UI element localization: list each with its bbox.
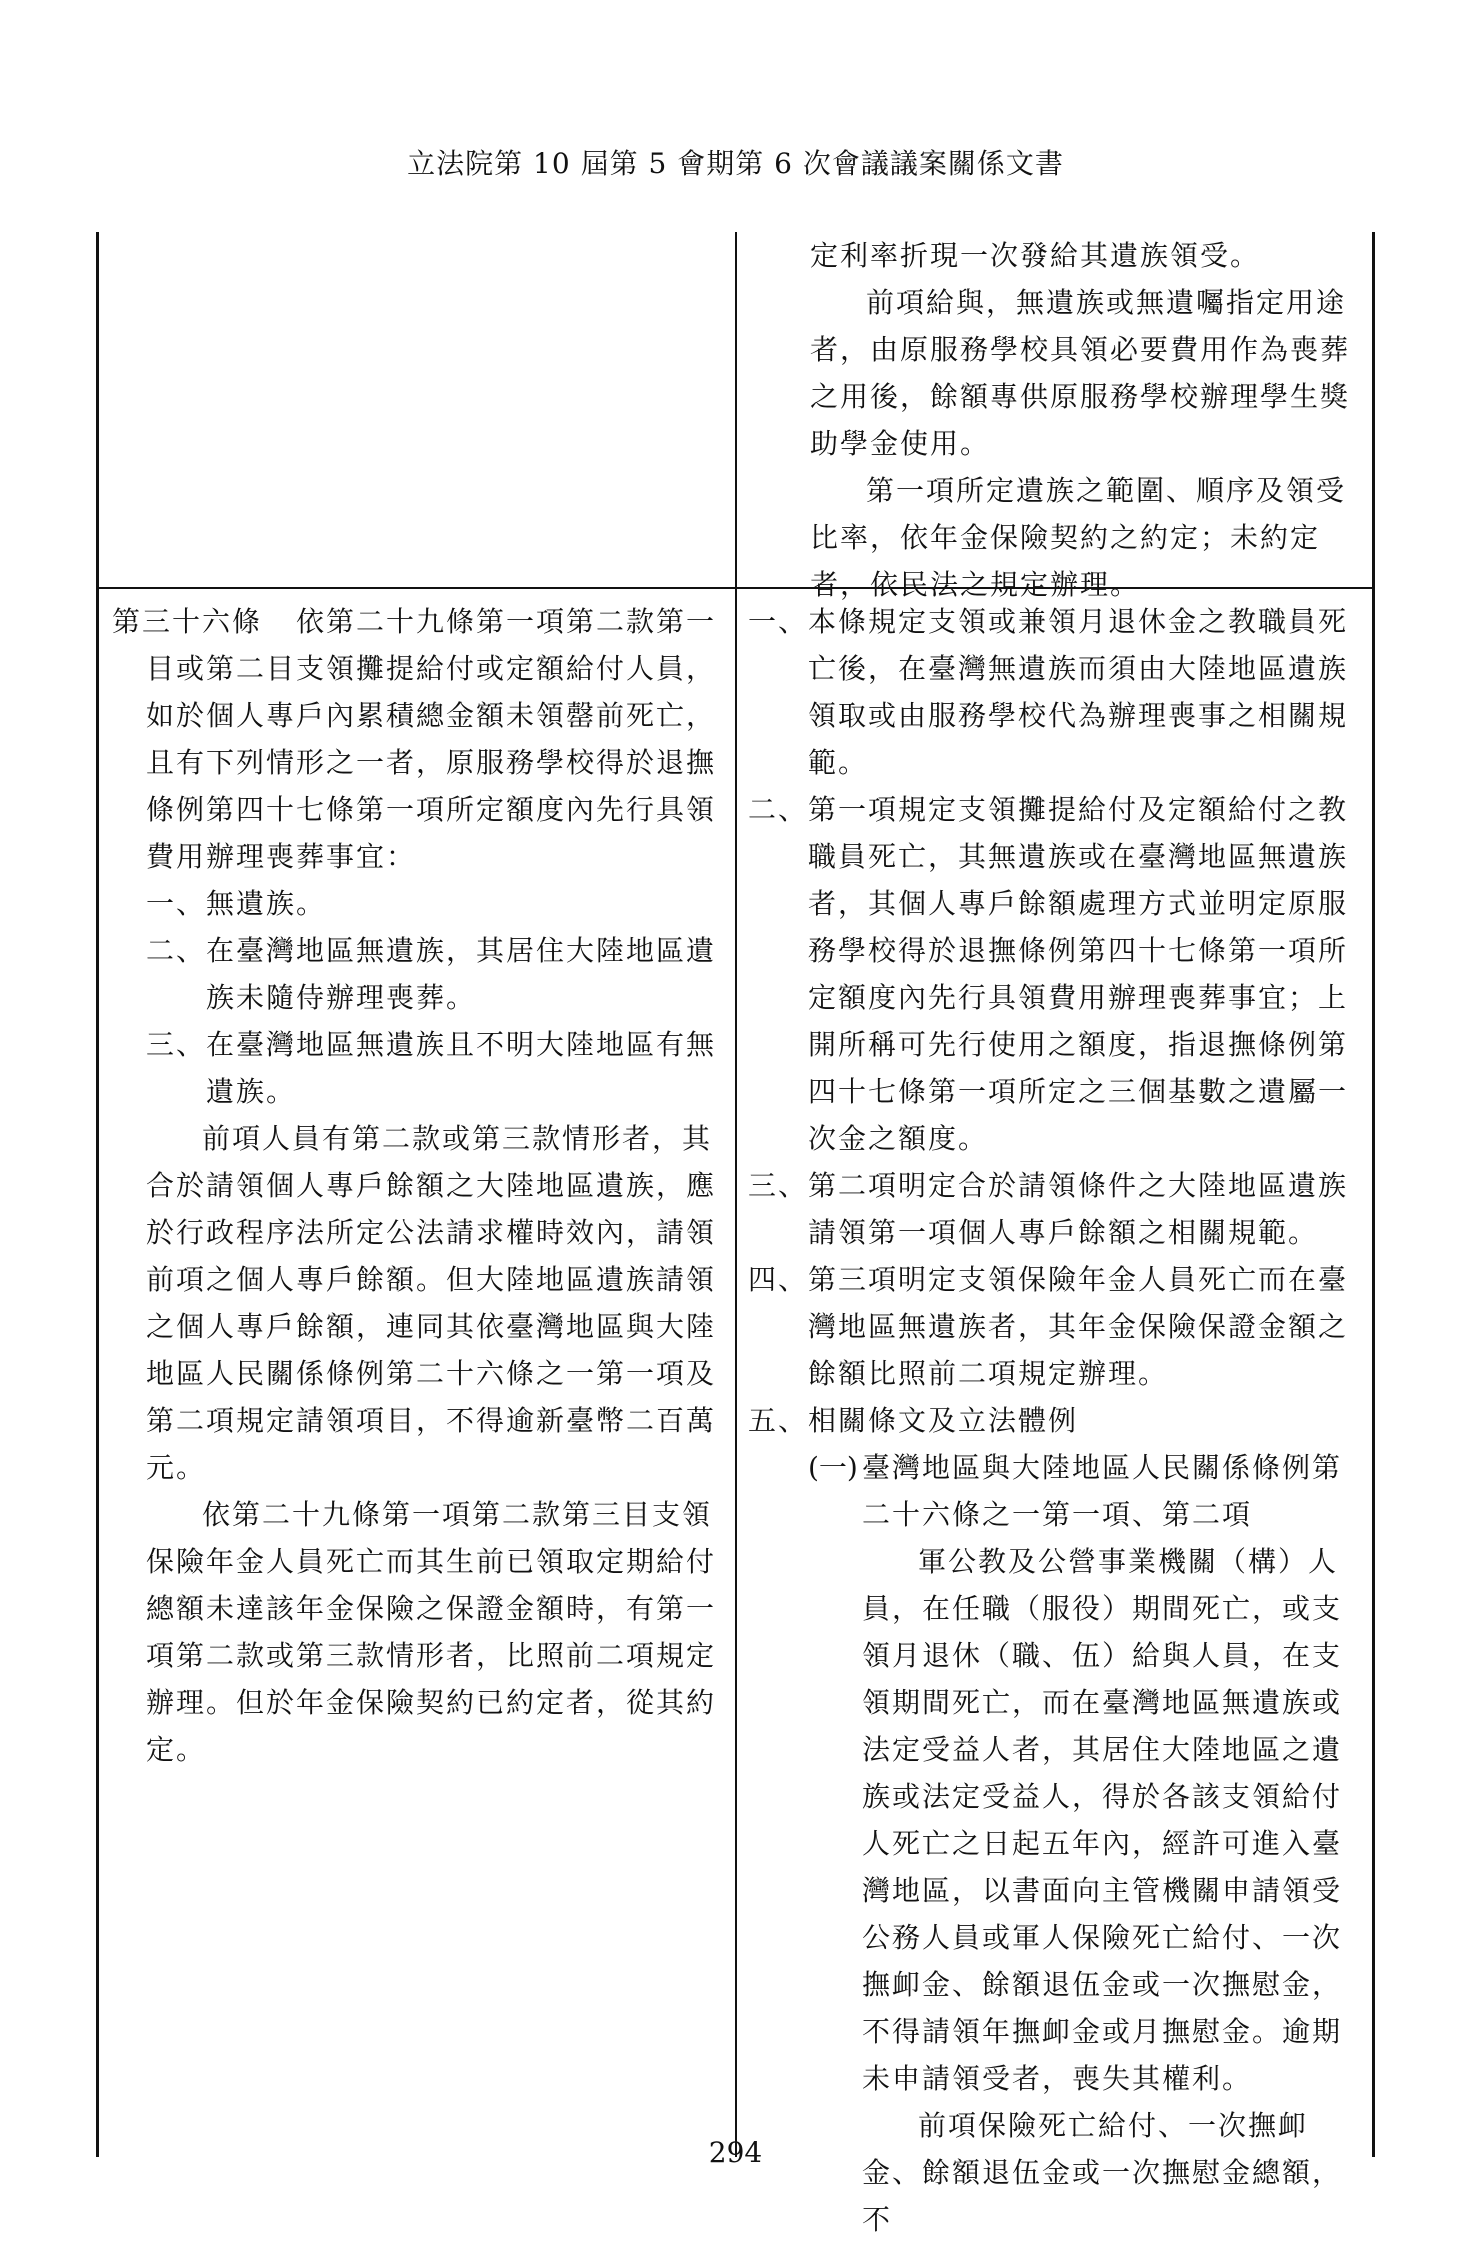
table-left-border [96, 232, 99, 2157]
list-item-marker: 二、 [146, 934, 207, 967]
table-right-border [1372, 232, 1375, 2157]
paragraph: 前項給與，無遺族或無遺囑指定用途者，由原服務學校具領必要費用作為喪葬之用後，餘額專供原服務學校辦理學生獎助學金使用。 [810, 286, 1351, 460]
explanation-marker: 一、 [748, 605, 809, 638]
continued-paragraph: 定利率折現一次發給其遺族領受。 [810, 239, 1261, 272]
explanation-marker: 二、 [748, 793, 809, 826]
quoted-paragraph: 前項保險死亡給付、一次撫卹金、餘額退伍金或一次撫慰金總額，不 [862, 2109, 1343, 2236]
explanation-marker: 五、 [748, 1404, 809, 1437]
list-item-text: 在臺灣地區無遺族且不明大陸地區有無遺族。 [206, 1028, 717, 1108]
article-intro: 依第二十九條第一項第二款第一目或第二目支領攤提給付或定額給付人員，如於個人專戶內累積總金額未領罄前死亡，且有下列情形之一者，原服務學校得於退撫條例第四十七條第一項所定額度內先行具領費用辦理喪葬事宜： [146, 605, 717, 873]
explanation-text: 第一項規定支領攤提給付及定額給付之教職員死亡，其無遺族或在臺灣地區無遺族者，其個人專戶餘額處理方式並明定原服務學校得於退撫條例第四十七條第一項所定額度內先行具領費用辦理喪葬事宜；上開所稱可先行使用之額度，指退撫條例第四十七條第一項所定之三個基數之遺屬一次金之額度。 [808, 793, 1349, 1155]
sub-item-title: 臺灣地區與大陸地區人民關係條例第二十六條之一第一項、第二項 [862, 1451, 1343, 1531]
explanation-text: 本條規定支領或兼領月退休金之教職員死亡後，在臺灣無遺族而須由大陸地區遺族領取或由服務學校代為辦理喪事之相關規範。 [808, 605, 1349, 779]
article-text-cell [112, 598, 724, 1773]
list-item [112, 1021, 724, 1115]
quoted-paragraph: 軍公教及公營事業機關（構）人員，在任職（服役）期間死亡，或支領月退休（職、伍）給與人員，在支領期間死亡，而在臺灣地區無遺族或法定受益人者，其居住大陸地區之遺族或法定受益人，得於各該支領給付人死亡之日起五年內，經許可進入臺灣地區，以書面向主管機關申請領受公務人員或軍人保險死亡給付、一次撫卹金、餘額退伍金或一次撫慰金，不得請領年撫卹金或月撫慰金。逾期未申請領受者，喪失其權利。 [862, 1545, 1343, 2095]
explanation-marker: 四、 [748, 1263, 809, 1296]
list-item-text: 在臺灣地區無遺族，其居住大陸地區遺族未隨侍辦理喪葬。 [206, 934, 717, 1014]
list-item-marker: 三、 [146, 1028, 207, 1061]
explanation-marker: 三、 [748, 1169, 809, 1202]
explanation-text: 第三項明定支領保險年金人員死亡而在臺灣地區無遺族者，其年金保險保證金額之餘額比照前二項規定辦理。 [808, 1263, 1349, 1390]
list-item-text: 無遺族。 [206, 887, 327, 920]
top-right-cell [810, 232, 1358, 608]
list-item [112, 880, 724, 927]
sub-item [748, 1444, 1358, 1538]
explanation-text: 第二項明定合於請領條件之大陸地區遺族請領第一項個人專戶餘額之相關規範。 [808, 1169, 1349, 1249]
table-center-divider [735, 232, 737, 2157]
paragraph: 依第二十九條第一項第二款第三目支領保險年金人員死亡而其生前已領取定期給付總額未達該年金保險之保證金額時，有第一項第二款或第三款情形者，比照前二項規定辦理。但於年金保險契約已約定者，從其約定。 [146, 1498, 717, 1766]
paragraph: 第一項所定遺族之範圍、順序及領受比率，依年金保險契約之約定；未約定者，依民法之規定辦理。 [810, 474, 1347, 601]
sub-item-marker: (一) [808, 1451, 858, 1484]
page-number: 294 [708, 2136, 763, 2169]
explanation-item [748, 1397, 1358, 1444]
explanation-text: 相關條文及立法體例 [808, 1404, 1079, 1437]
page-header-title: 立法院第 10 屆第 5 會期第 6 次會議議案關係文書 [407, 147, 1064, 180]
explanation-item [748, 1256, 1358, 1397]
list-item [112, 927, 724, 1021]
paragraph: 前項人員有第二款或第三款情形者，其合於請領個人專戶餘額之大陸地區遺族，應於行政程序法所定公法請求權時效內，請領前項之個人專戶餘額。但大陸地區遺族請領之個人專戶餘額，連同其依臺灣地區與大陸地區人民關係條例第二十六條之一第一項及第二項規定請領項目，不得逾新臺幣二百萬元。 [146, 1122, 717, 1484]
explanation-item [748, 598, 1358, 786]
explanation-item [748, 786, 1358, 1162]
explanation-item [748, 1162, 1358, 1256]
explanation-cell [748, 598, 1358, 2243]
list-item-marker: 一、 [146, 887, 207, 920]
article-heading: 第三十六條 [112, 605, 263, 638]
